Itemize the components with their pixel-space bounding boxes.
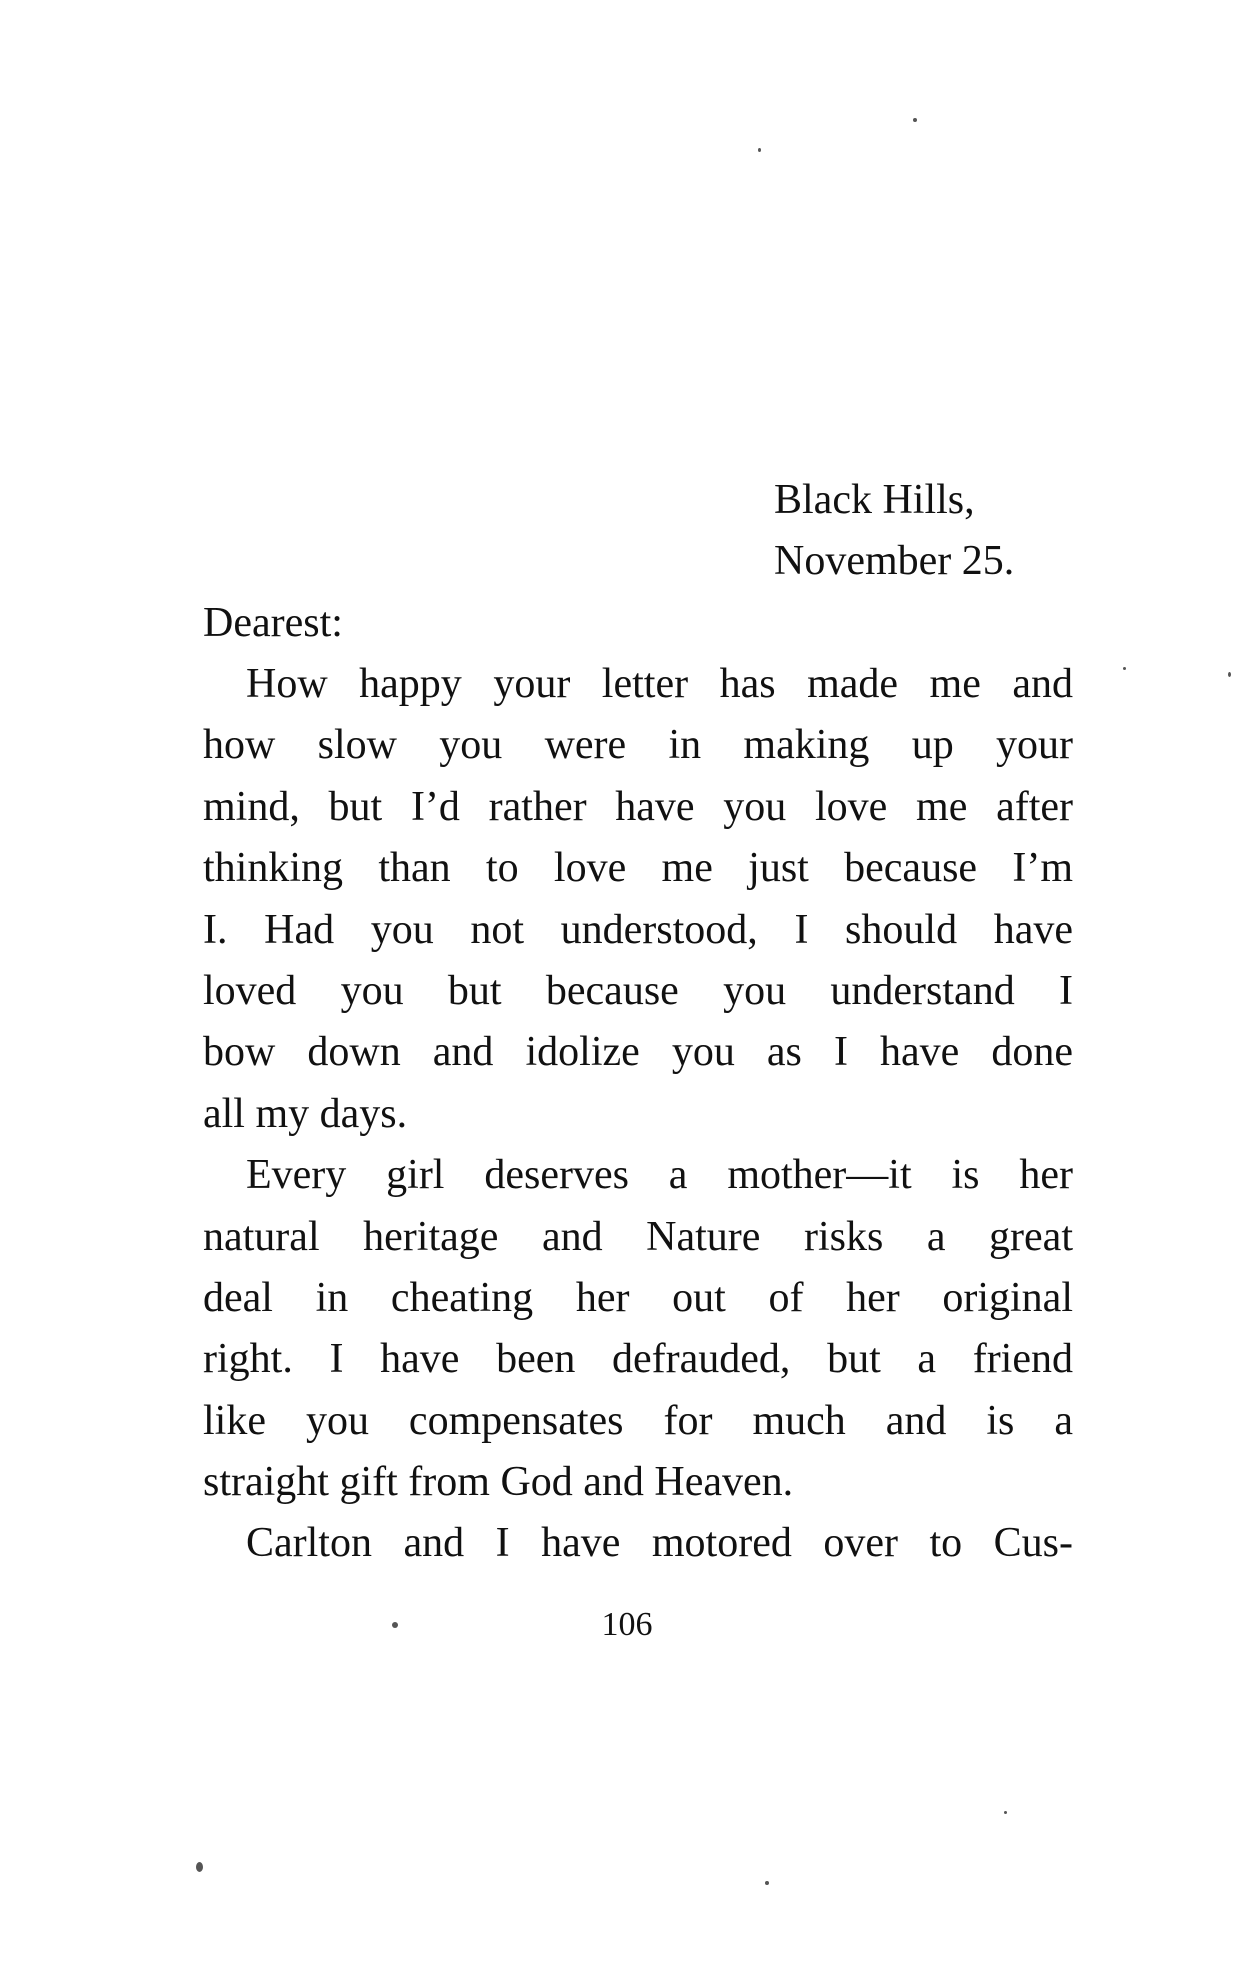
text-line: all my days.: [203, 1090, 408, 1137]
text-line: Carlton and I have motored over to Cus-: [246, 1520, 1073, 1567]
scan-speck: [1123, 667, 1126, 670]
text-line: I. Had you not understood, I should have: [203, 906, 1073, 953]
text-line: bow down and idolize you as I have done: [203, 1029, 1073, 1076]
dateline-place: Black Hills,: [774, 477, 975, 523]
letter-body: [203, 654, 1073, 1575]
text-line: How happy your letter has made me and: [246, 661, 1073, 707]
text-line: how slow you were in making up your: [203, 722, 1073, 769]
letter-salutation: Dearest:: [203, 600, 343, 646]
scan-speck: [196, 1862, 203, 1872]
dateline-date: November 25.: [774, 538, 1015, 584]
scan-speck: [1004, 1811, 1007, 1814]
text-line: Every girl deserves a mother—it is her: [246, 1152, 1073, 1199]
scan-speck: [913, 118, 917, 122]
text-line: natural heritage and Nature risks a great: [203, 1213, 1073, 1260]
text-line: straight gift from God and Heaven.: [203, 1459, 794, 1506]
text-line: thinking than to love me just because I’m: [203, 845, 1073, 892]
scan-speck: [765, 1881, 769, 1885]
page-number: 106: [601, 1606, 653, 1643]
letter-dateline: [774, 470, 1014, 592]
text-line: deal in cheating her out of her original: [203, 1274, 1073, 1321]
text-line: like you compensates for much and is a: [203, 1397, 1073, 1444]
scan-speck: [758, 148, 761, 152]
scan-speck: [1228, 672, 1231, 677]
text-line: loved you but because you understand I: [203, 967, 1073, 1014]
scan-speck: [392, 1622, 398, 1628]
text-line: mind, but I’d rather have you love me after: [203, 783, 1073, 830]
text-line: right. I have been defrauded, but a friend: [203, 1336, 1073, 1383]
